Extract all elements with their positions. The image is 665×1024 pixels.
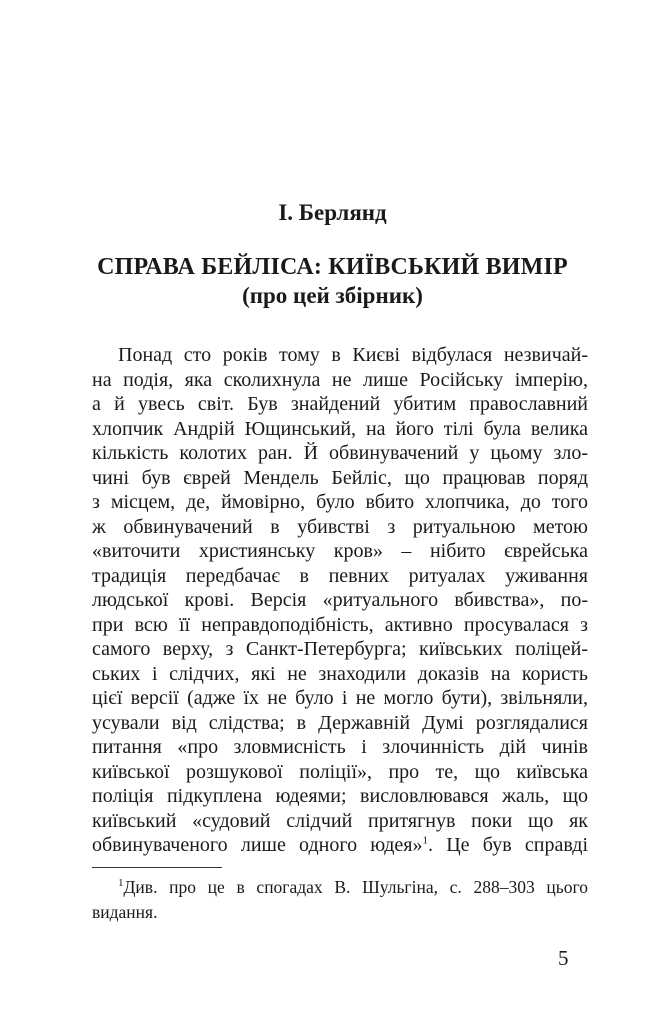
- page-number: 5: [558, 946, 569, 970]
- body-line: «виточити християнську кров» – нібито єврейська: [92, 540, 588, 562]
- body-line: чині був єврей Мендель Бейліс, що працював поряд: [92, 466, 588, 489]
- footnote-line: [92, 875, 588, 900]
- body-text-segment: обвинуваченого лише одного юдея»: [92, 834, 423, 856]
- chapter-title: СПРАВА БЕЙЛІСА: КИЇВСЬКИЙ ВИМІР: [97, 254, 568, 280]
- body-line: людської крові. Версія «ритуального вбивства», по-: [92, 589, 588, 611]
- body-line: ських і слідчих, які не знаходили доказів на користь: [92, 662, 588, 685]
- body-line: поліція підкуплена юдеями; висловлювався жаль, що: [92, 785, 588, 807]
- body-line: київський «судовий слідчий притягнув поки що як: [92, 809, 588, 832]
- body-line: усували від слідства; в Державній Думі розглядалися: [92, 711, 588, 734]
- body-line: кількість колотих ран. Й обвинувачений у цьому зло-: [92, 442, 588, 464]
- footnote-divider: [92, 867, 222, 868]
- chapter-subtitle: (про цей збірник): [242, 283, 423, 308]
- body-line-last: [92, 833, 588, 858]
- footnote-text: Див. про це в спогадах В. Шульгіна, с. 288–303 цього: [123, 877, 588, 897]
- author-name: І. Берлянд: [278, 200, 387, 225]
- body-line: з місцем, де, ймовірно, було вбито хлопчика, до того: [92, 491, 588, 513]
- footnote: [92, 875, 588, 925]
- body-line: на подія, яка сколихнула не лише Російську імперію,: [92, 368, 588, 391]
- body-line: а й увесь світ. Був знайдений убитим православний: [92, 393, 588, 415]
- body-line: ж обвинувачений в убивстві з ритуальною метою: [92, 515, 588, 538]
- body-text-segment: . Це був справді: [427, 834, 588, 856]
- body-line: при всю її неправдоподібність, активно просувалася з: [92, 613, 588, 636]
- body-line: хлопчик Андрій Ющинський, на його тілі була велика: [92, 417, 588, 440]
- body-line: Понад сто років тому в Києві відбулася незвичай-: [118, 344, 588, 366]
- footnote-line: видання.: [92, 902, 158, 922]
- footnote-marker: 1: [118, 877, 124, 890]
- body-text: [92, 343, 588, 858]
- body-line: київської розшукової поліції», про те, що київська: [92, 760, 588, 783]
- body-line: самого верху, з Санкт-Петербурга; київських поліцей-: [92, 638, 588, 660]
- body-line: традиція передбачає в певних ритуалах уживання: [92, 564, 588, 587]
- footnote-reference[interactable]: 1: [422, 834, 428, 847]
- body-line: питання «про зловмисність і злочинність дій чинів: [92, 736, 588, 758]
- body-line: цієї версії (адже їх не було і не могло бути), звільняли,: [92, 687, 588, 709]
